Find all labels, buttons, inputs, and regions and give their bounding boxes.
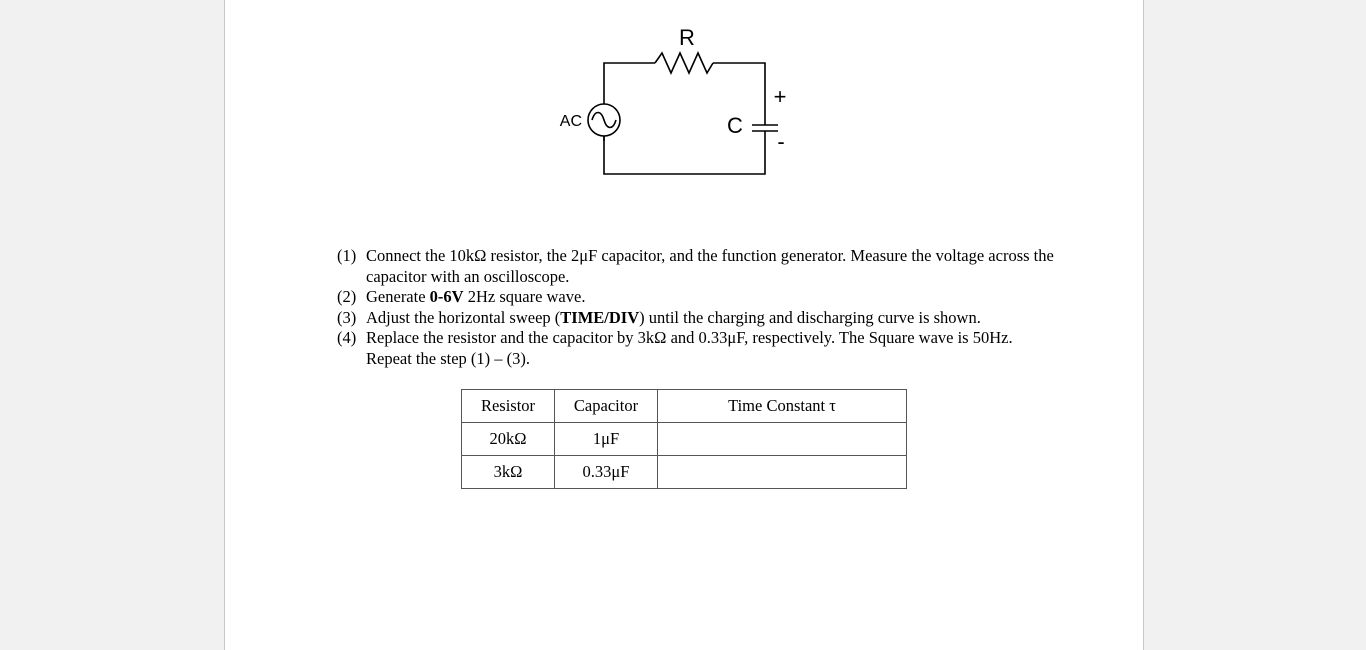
- cell-capacitor: 0.33μF: [555, 456, 658, 489]
- step-text: Adjust the horizontal sweep (: [366, 307, 561, 327]
- step-text: Connect the 10kΩ resistor, the 2μF capacitor, and the function generator. Measure the voltage across the capacitor with an oscilloscope.: [366, 246, 1054, 286]
- ac-source-label: AC: [559, 113, 582, 130]
- cell-resistor: 20kΩ: [462, 423, 555, 456]
- rc-circuit-diagram: [555, 16, 815, 186]
- step-text: ) until the charging and discharging curve is shown.: [639, 307, 981, 327]
- cell-capacitor: 1μF: [555, 423, 658, 456]
- step-number: (1): [337, 246, 357, 265]
- step-text: Replace the resistor and the capacitor by 3kΩ and 0.33μF, respectively. The Square wave is 50Hz. Repeat the step (1) – (3).: [366, 328, 1013, 368]
- capacitor-plus-label: +: [773, 84, 787, 109]
- resistor-label: R: [679, 25, 695, 50]
- step-item: [337, 246, 1057, 287]
- table-row: [462, 423, 907, 456]
- procedure-steps: [337, 246, 1057, 370]
- step-item: [337, 287, 1057, 308]
- capacitor-minus-label: -: [777, 129, 785, 154]
- cell-resistor: 3kΩ: [462, 456, 555, 489]
- capacitor-label: C: [727, 113, 743, 138]
- time-div-bold: TIME/DIV: [560, 307, 640, 327]
- header-resistor: Resistor: [462, 390, 555, 423]
- step-number: (3): [337, 307, 357, 327]
- header-capacitor: Capacitor: [555, 390, 658, 423]
- step-number: (2): [337, 287, 357, 307]
- cell-time-constant[interactable]: [658, 423, 907, 456]
- resistor-symbol: [655, 53, 713, 73]
- step-number: (4): [337, 328, 357, 348]
- step-item: [337, 328, 1057, 369]
- voltage-range-bold: 0-6V: [429, 287, 464, 307]
- step-text: Generate: [366, 287, 430, 307]
- cell-time-constant[interactable]: [658, 456, 907, 489]
- header-time-constant: Time Constant τ: [658, 390, 907, 423]
- step-item: [337, 308, 1057, 329]
- table-row: [462, 456, 907, 489]
- time-constant-table: [461, 389, 907, 489]
- table-header-row: [462, 390, 907, 423]
- document-page: [224, 0, 1144, 650]
- step-text: 2Hz square wave.: [463, 287, 586, 307]
